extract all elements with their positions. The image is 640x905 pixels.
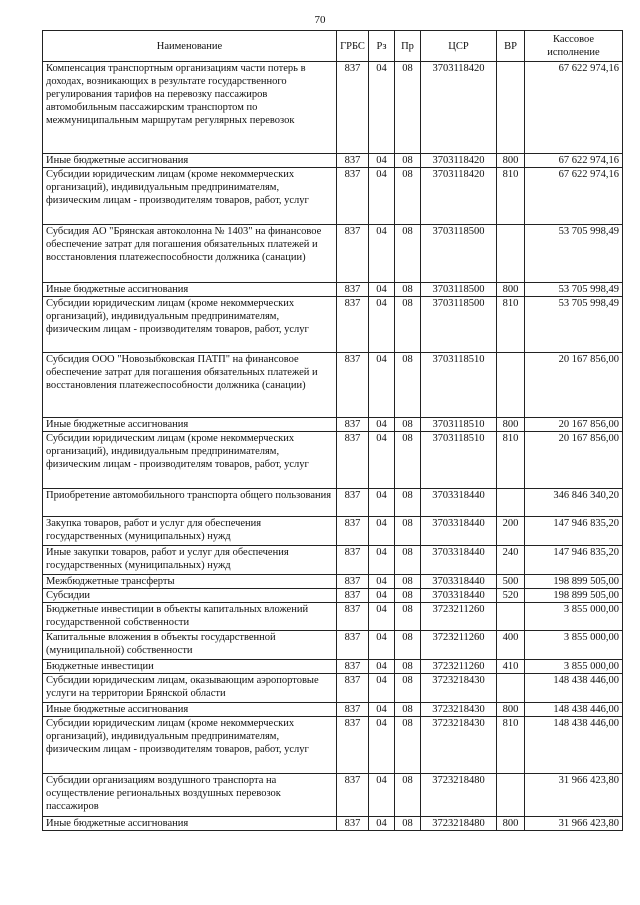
cell-grbs: 837 [337, 168, 369, 225]
table-row [43, 603, 623, 631]
cell-grbs: 837 [337, 703, 369, 717]
cell-name: Субсидии юридическим лицам, оказывающим аэропортовые услуги на территории Брянской области [43, 674, 337, 703]
cell-rz: 04 [369, 703, 395, 717]
table-row [43, 546, 623, 575]
cell-csr: 3703118510 [421, 353, 497, 418]
cell-amount: 53 705 998,49 [525, 225, 623, 283]
cell-grbs: 837 [337, 774, 369, 817]
cell-name: Иные бюджетные ассигнования [43, 283, 337, 297]
cell-csr: 3703118500 [421, 297, 497, 353]
cell-vr [497, 489, 525, 517]
cell-grbs: 837 [337, 546, 369, 575]
table-header-row [43, 31, 623, 62]
cell-pr: 08 [395, 703, 421, 717]
cell-grbs: 837 [337, 432, 369, 489]
cell-csr: 3703318440 [421, 489, 497, 517]
cell-pr: 08 [395, 225, 421, 283]
cell-grbs: 837 [337, 154, 369, 168]
cell-grbs: 837 [337, 353, 369, 418]
cell-pr: 08 [395, 168, 421, 225]
cell-rz: 04 [369, 546, 395, 575]
cell-vr: 810 [497, 168, 525, 225]
cell-csr: 3723218480 [421, 817, 497, 831]
cell-pr: 08 [395, 297, 421, 353]
header-csr: ЦСР [421, 31, 497, 62]
cell-rz: 04 [369, 589, 395, 603]
cell-rz: 04 [369, 817, 395, 831]
cell-amount: 53 705 998,49 [525, 297, 623, 353]
cell-pr: 08 [395, 353, 421, 418]
cell-pr: 08 [395, 660, 421, 674]
cell-grbs: 837 [337, 418, 369, 432]
cell-pr: 08 [395, 517, 421, 546]
cell-vr [497, 774, 525, 817]
cell-grbs: 837 [337, 717, 369, 774]
table-row [43, 774, 623, 817]
cell-rz: 04 [369, 575, 395, 589]
cell-name: Субсидии юридическим лицам (кроме некоммерческих организаций), индивидуальным предпринимателям, физическим лицам - производителям товаров, работ, услуг [43, 717, 337, 774]
cell-grbs: 837 [337, 631, 369, 660]
cell-rz: 04 [369, 660, 395, 674]
cell-amount: 31 966 423,80 [525, 774, 623, 817]
cell-rz: 04 [369, 517, 395, 546]
cell-grbs: 837 [337, 575, 369, 589]
cell-name: Иные бюджетные ассигнования [43, 703, 337, 717]
cell-rz: 04 [369, 717, 395, 774]
cell-pr: 08 [395, 546, 421, 575]
cell-pr: 08 [395, 589, 421, 603]
table-row [43, 717, 623, 774]
cell-grbs: 837 [337, 589, 369, 603]
cell-csr: 3703318440 [421, 589, 497, 603]
cell-grbs: 837 [337, 297, 369, 353]
cell-pr: 08 [395, 674, 421, 703]
cell-csr: 3723218480 [421, 774, 497, 817]
cell-vr: 200 [497, 517, 525, 546]
table-row [43, 353, 623, 418]
table-row [43, 817, 623, 831]
table-row [43, 674, 623, 703]
cell-grbs: 837 [337, 517, 369, 546]
header-vr: ВР [497, 31, 525, 62]
table-row [43, 154, 623, 168]
cell-vr: 810 [497, 432, 525, 489]
table-row [43, 575, 623, 589]
cell-amount: 346 846 340,20 [525, 489, 623, 517]
header-pr: Пр [395, 31, 421, 62]
cell-pr: 08 [395, 432, 421, 489]
cell-pr: 08 [395, 62, 421, 154]
cell-csr: 3703118420 [421, 168, 497, 225]
cell-rz: 04 [369, 631, 395, 660]
cell-amount: 53 705 998,49 [525, 283, 623, 297]
cell-rz: 04 [369, 62, 395, 154]
budget-execution-table [42, 30, 623, 831]
cell-name: Субсидии юридическим лицам (кроме некоммерческих организаций), индивидуальным предпринимателям, физическим лицам - производителям товаров, работ, услуг [43, 297, 337, 353]
cell-rz: 04 [369, 353, 395, 418]
cell-amount: 20 167 856,00 [525, 353, 623, 418]
cell-csr: 3703118510 [421, 418, 497, 432]
cell-csr: 3723218430 [421, 717, 497, 774]
table-row [43, 225, 623, 283]
cell-amount: 20 167 856,00 [525, 418, 623, 432]
cell-csr: 3723211260 [421, 631, 497, 660]
cell-rz: 04 [369, 154, 395, 168]
cell-pr: 08 [395, 717, 421, 774]
cell-pr: 08 [395, 575, 421, 589]
cell-grbs: 837 [337, 603, 369, 631]
cell-rz: 04 [369, 283, 395, 297]
table-row [43, 297, 623, 353]
cell-csr: 3703318440 [421, 517, 497, 546]
table-row [43, 418, 623, 432]
cell-vr: 800 [497, 817, 525, 831]
cell-name: Иные закупки товаров, работ и услуг для обеспечения государственных (муниципальных) нужд [43, 546, 337, 575]
cell-amount: 147 946 835,20 [525, 546, 623, 575]
cell-amount: 3 855 000,00 [525, 631, 623, 660]
cell-amount: 3 855 000,00 [525, 660, 623, 674]
cell-grbs: 837 [337, 660, 369, 674]
cell-csr: 3723218430 [421, 703, 497, 717]
cell-vr [497, 225, 525, 283]
cell-grbs: 837 [337, 225, 369, 283]
cell-amount: 67 622 974,16 [525, 168, 623, 225]
page-number: 70 [314, 14, 326, 26]
cell-pr: 08 [395, 817, 421, 831]
cell-pr: 08 [395, 489, 421, 517]
cell-amount: 31 966 423,80 [525, 817, 623, 831]
cell-name: Приобретение автомобильного транспорта общего пользования [43, 489, 337, 517]
cell-vr [497, 674, 525, 703]
cell-vr [497, 603, 525, 631]
table-row [43, 631, 623, 660]
cell-amount: 148 438 446,00 [525, 703, 623, 717]
cell-pr: 08 [395, 418, 421, 432]
cell-name: Бюджетные инвестиции в объекты капитальных вложений государственной собственности [43, 603, 337, 631]
cell-rz: 04 [369, 674, 395, 703]
cell-vr: 520 [497, 589, 525, 603]
table-row [43, 168, 623, 225]
header-rz: Рз [369, 31, 395, 62]
cell-amount: 20 167 856,00 [525, 432, 623, 489]
cell-csr: 3703118420 [421, 62, 497, 154]
cell-vr: 410 [497, 660, 525, 674]
cell-pr: 08 [395, 774, 421, 817]
cell-name: Субсидии [43, 589, 337, 603]
cell-name: Субсидия АО "Брянская автоколонна № 1403" на финансовое обеспечение затрат для погашения обязательных платежей и восстановления платежеспособности должника (санации) [43, 225, 337, 283]
cell-name: Субсидии юридическим лицам (кроме некоммерческих организаций), индивидуальным предпринимателям, физическим лицам - производителям товаров, работ, услуг [43, 168, 337, 225]
cell-name: Закупка товаров, работ и услуг для обеспечения государственных (муниципальных) нужд [43, 517, 337, 546]
cell-vr: 800 [497, 418, 525, 432]
header-grbs: ГРБС [337, 31, 369, 62]
table-row [43, 432, 623, 489]
cell-vr: 810 [497, 717, 525, 774]
table-row [43, 660, 623, 674]
table-row [43, 283, 623, 297]
cell-rz: 04 [369, 225, 395, 283]
cell-name: Субсидии организациям воздушного транспорта на осуществление региональных воздушных перевозок пассажиров [43, 774, 337, 817]
cell-csr: 3703118420 [421, 154, 497, 168]
cell-csr: 3703118510 [421, 432, 497, 489]
cell-vr: 800 [497, 703, 525, 717]
cell-amount: 148 438 446,00 [525, 674, 623, 703]
cell-csr: 3703318440 [421, 546, 497, 575]
cell-vr: 800 [497, 154, 525, 168]
cell-vr [497, 62, 525, 154]
cell-csr: 3723211260 [421, 660, 497, 674]
cell-vr: 800 [497, 283, 525, 297]
header-amount: Кассовое исполнение [525, 31, 623, 62]
cell-name: Иные бюджетные ассигнования [43, 418, 337, 432]
cell-name: Иные бюджетные ассигнования [43, 154, 337, 168]
cell-amount: 198 899 505,00 [525, 575, 623, 589]
cell-grbs: 837 [337, 489, 369, 517]
cell-rz: 04 [369, 774, 395, 817]
cell-vr: 400 [497, 631, 525, 660]
cell-pr: 08 [395, 603, 421, 631]
cell-rz: 04 [369, 168, 395, 225]
cell-amount: 67 622 974,16 [525, 154, 623, 168]
cell-name: Компенсация транспортным организациям части потерь в доходах, возникающих в результате государственного регулирования тарифов на перевозку пассажиров автомобильным пассажирским транспортом по межмуниципальным маршрутам регулярных перевозок [43, 62, 337, 154]
cell-vr: 810 [497, 297, 525, 353]
cell-vr [497, 353, 525, 418]
cell-grbs: 837 [337, 283, 369, 297]
cell-grbs: 837 [337, 674, 369, 703]
cell-amount: 67 622 974,16 [525, 62, 623, 154]
table-row [43, 517, 623, 546]
cell-rz: 04 [369, 489, 395, 517]
cell-name: Иные бюджетные ассигнования [43, 817, 337, 831]
header-name: Наименование [43, 31, 337, 62]
cell-rz: 04 [369, 297, 395, 353]
cell-name: Межбюджетные трансферты [43, 575, 337, 589]
cell-name: Бюджетные инвестиции [43, 660, 337, 674]
cell-name: Капитальные вложения в объекты государственной (муниципальной) собственности [43, 631, 337, 660]
cell-pr: 08 [395, 283, 421, 297]
table-row [43, 489, 623, 517]
cell-csr: 3703118500 [421, 283, 497, 297]
cell-vr: 500 [497, 575, 525, 589]
cell-grbs: 837 [337, 62, 369, 154]
cell-pr: 08 [395, 631, 421, 660]
cell-amount: 3 855 000,00 [525, 603, 623, 631]
cell-csr: 3723218430 [421, 674, 497, 703]
cell-amount: 147 946 835,20 [525, 517, 623, 546]
cell-name: Субсидия ООО "Новозыбковская ПАТП" на финансовое обеспечение затрат для погашения обязательных платежей и восстановления платежеспособности должника (санации) [43, 353, 337, 418]
cell-amount: 198 899 505,00 [525, 589, 623, 603]
cell-csr: 3723211260 [421, 603, 497, 631]
cell-csr: 3703318440 [421, 575, 497, 589]
table-row [43, 62, 623, 154]
cell-rz: 04 [369, 603, 395, 631]
cell-vr: 240 [497, 546, 525, 575]
cell-pr: 08 [395, 154, 421, 168]
cell-csr: 3703118500 [421, 225, 497, 283]
cell-grbs: 837 [337, 817, 369, 831]
cell-rz: 04 [369, 432, 395, 489]
cell-amount: 148 438 446,00 [525, 717, 623, 774]
cell-name: Субсидии юридическим лицам (кроме некоммерческих организаций), индивидуальным предпринимателям, физическим лицам - производителям товаров, работ, услуг [43, 432, 337, 489]
cell-rz: 04 [369, 418, 395, 432]
table-row [43, 703, 623, 717]
table-row [43, 589, 623, 603]
